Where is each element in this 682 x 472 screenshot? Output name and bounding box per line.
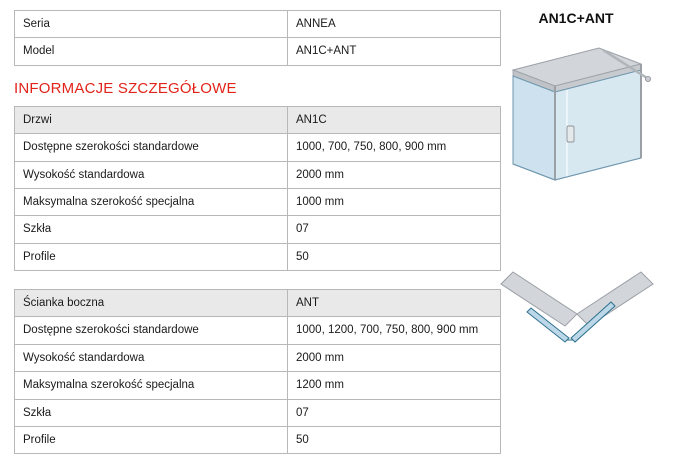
side-header-label: Ścianka boczna	[15, 290, 288, 317]
table-row	[15, 399, 501, 426]
door-standard-height-value: 2000 mm	[288, 161, 501, 188]
door-standard-widths-value: 1000, 700, 750, 800, 900 mm	[288, 134, 501, 161]
table-row	[15, 317, 501, 344]
series-label: Seria	[15, 11, 288, 38]
right-column	[478, 10, 674, 352]
model-value: AN1C+ANT	[288, 38, 501, 65]
side-standard-height-value: 2000 mm	[288, 344, 501, 371]
model-label: Model	[15, 38, 288, 65]
side-header-value: ANT	[288, 290, 501, 317]
table-row	[15, 38, 501, 65]
door-header-value: AN1C	[288, 106, 501, 133]
door-header-label: Drzwi	[15, 106, 288, 133]
table-header-row	[15, 106, 501, 133]
table-gap	[14, 271, 466, 289]
table-row	[15, 11, 501, 38]
door-max-special-width-value: 1000 mm	[288, 188, 501, 215]
side-max-special-width-label: Maksymalna szerokość specjalna	[15, 372, 288, 399]
product-code-title: AN1C+ANT	[538, 10, 614, 26]
side-glass-label: Szkła	[15, 399, 288, 426]
side-profiles-label: Profile	[15, 426, 288, 453]
table-row	[15, 134, 501, 161]
shower-enclosure-top-view-diagram	[491, 242, 661, 352]
door-profiles-label: Profile	[15, 243, 288, 270]
shower-enclosure-3d-diagram	[491, 40, 661, 190]
table-row	[15, 161, 501, 188]
door-max-special-width-label: Maksymalna szerokość specjalna	[15, 188, 288, 215]
door-standard-height-label: Wysokość standardowa	[15, 161, 288, 188]
product-identity-table	[14, 10, 501, 66]
table-row	[15, 426, 501, 453]
side-standard-widths-label: Dostępne szerokości standardowe	[15, 317, 288, 344]
door-spec-table	[14, 106, 501, 271]
left-column	[14, 10, 479, 454]
side-profiles-value: 50	[288, 426, 501, 453]
table-row	[15, 243, 501, 270]
table-row	[15, 216, 501, 243]
door-glass-label: Szkła	[15, 216, 288, 243]
table-row	[15, 188, 501, 215]
series-value: ANNEA	[288, 11, 501, 38]
side-max-special-width-value: 1200 mm	[288, 372, 501, 399]
table-row	[15, 344, 501, 371]
side-standard-height-label: Wysokość standardowa	[15, 344, 288, 371]
table-header-row	[15, 290, 501, 317]
door-profiles-value: 50	[288, 243, 501, 270]
side-panel-spec-table	[14, 289, 501, 454]
side-glass-value: 07	[288, 399, 501, 426]
section-title: INFORMACJE SZCZEGÓŁOWE	[14, 79, 237, 97]
door-glass-value: 07	[288, 216, 501, 243]
door-standard-widths-label: Dostępne szerokości standardowe	[15, 134, 288, 161]
side-standard-widths-value: 1000, 1200, 700, 750, 800, 900 mm	[288, 317, 501, 344]
table-row	[15, 372, 501, 399]
